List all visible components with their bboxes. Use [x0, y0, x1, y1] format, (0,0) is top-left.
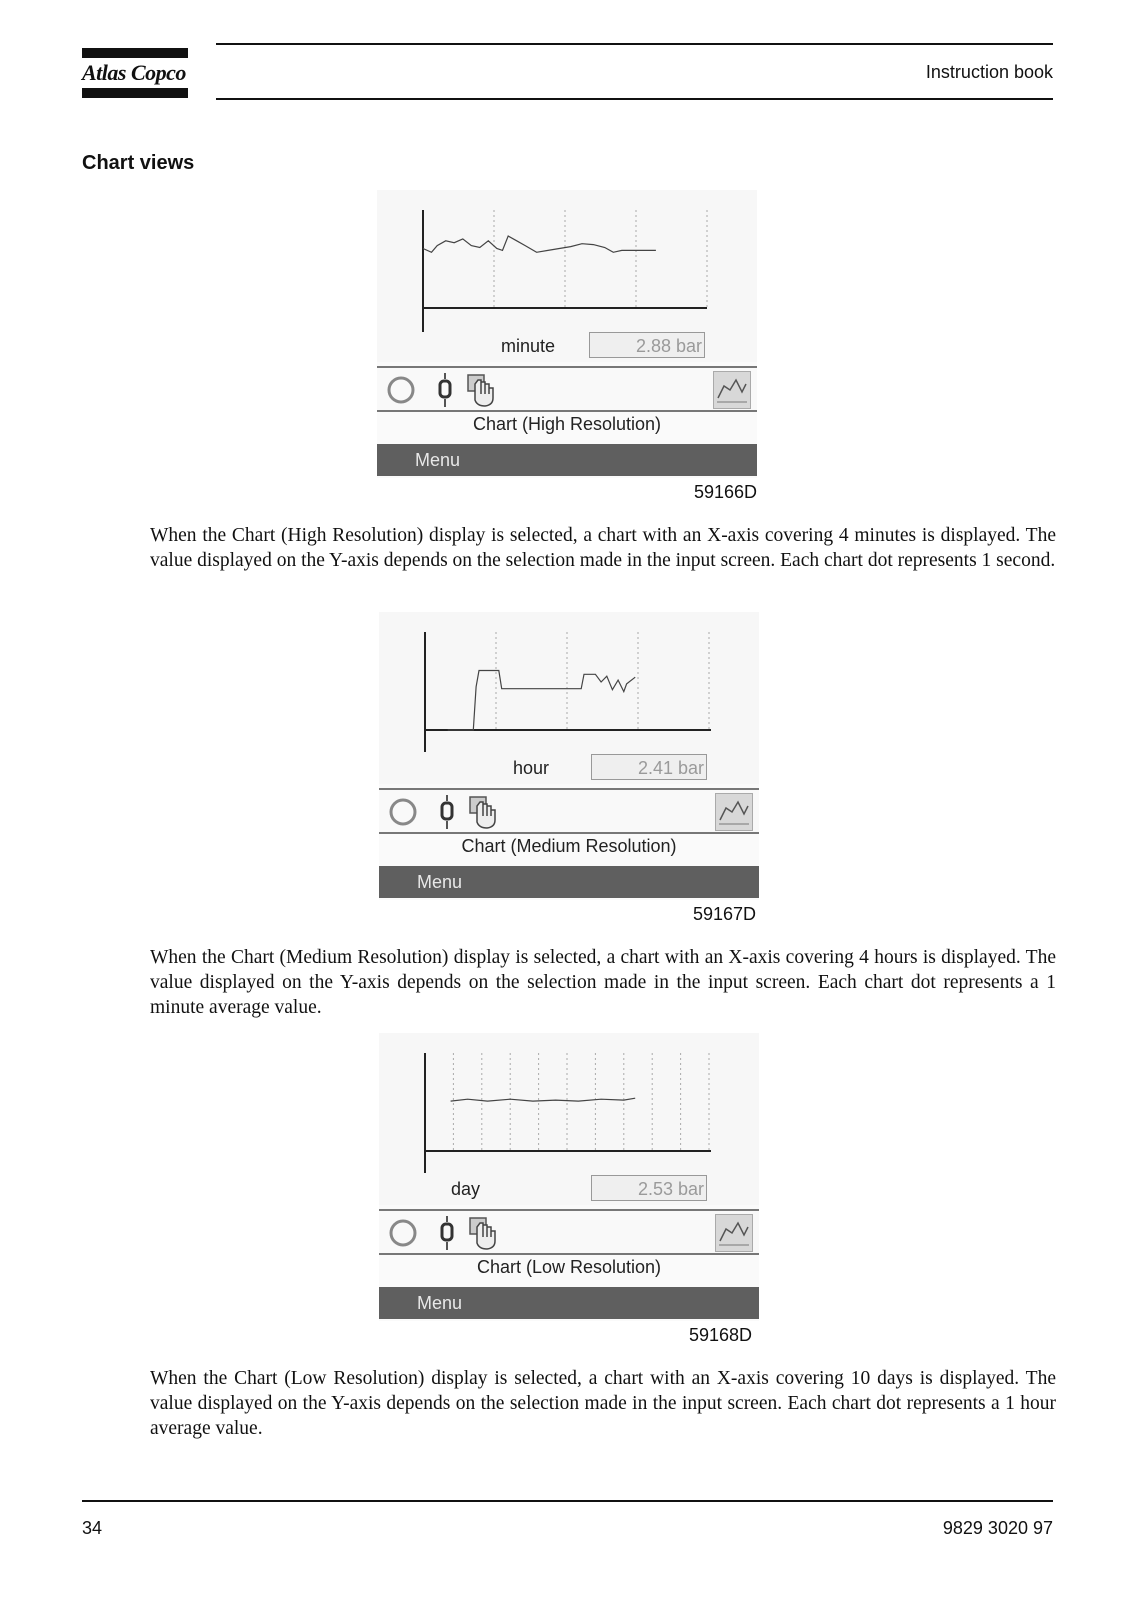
logo-bar-top — [82, 48, 188, 58]
chart-plot-area — [379, 612, 759, 784]
screen-title: Chart (Medium Resolution) — [461, 836, 677, 856]
menu-button[interactable]: Menu — [377, 444, 757, 476]
chart-view-icon[interactable] — [715, 1214, 753, 1252]
chart-view-icon[interactable] — [713, 371, 751, 409]
value-readout: 2.53 bar — [591, 1175, 707, 1201]
sensor-icon[interactable] — [435, 1215, 459, 1256]
chart-trace — [448, 671, 636, 731]
period-label: minute — [501, 336, 556, 356]
icon-bar — [377, 366, 757, 412]
paragraph-low-resolution: When the Chart (Low Resolution) display is selected, a chart with an X-axis covering 10 days is displayed. The value displayed on the Y-axis depends on the selection made in the input screen. Each chart dot represents a 1 hour average value. — [150, 1368, 1056, 1439]
circle-icon[interactable] — [387, 794, 419, 833]
company-logo: Atlas Copco — [82, 60, 186, 85]
hand-pointer-icon[interactable] — [467, 794, 499, 835]
section-title: Chart views — [82, 152, 195, 174]
paragraph-high-resolution: When the Chart (High Resolution) display is selected, a chart with an X-axis covering 4 minutes is displayed. The value displayed on the Y-axis depends on the selection made in the input screen. Each chart dot represents 1 second. — [150, 525, 1056, 571]
screen-title: Chart (High Resolution) — [472, 414, 662, 434]
chart-screen-low-resolution — [379, 1033, 759, 1321]
chart-trace — [451, 1098, 636, 1101]
chart-gridlines — [494, 210, 707, 308]
value-readout: 2.41 bar — [591, 754, 707, 780]
chart-plot-area — [379, 1033, 759, 1205]
hand-pointer-icon[interactable] — [465, 372, 497, 413]
document-title: Instruction book — [925, 62, 1053, 82]
header-rule-top — [216, 43, 1053, 45]
header-rule-bottom — [216, 98, 1053, 100]
period-label: hour — [513, 758, 550, 778]
sensor-icon[interactable] — [433, 372, 457, 413]
icon-bar — [379, 1209, 759, 1255]
chart-gridlines — [453, 1053, 709, 1151]
chart-trace — [423, 236, 656, 252]
chart-screen-high-resolution — [377, 190, 757, 478]
screen-title: Chart (Low Resolution) — [476, 1257, 662, 1277]
figure-code: 59167D — [693, 904, 757, 924]
chart-screen-medium-resolution — [379, 612, 759, 900]
hand-pointer-icon[interactable] — [467, 1215, 499, 1256]
logo-bar-bottom — [82, 88, 188, 98]
value-readout: 2.88 bar — [589, 332, 705, 358]
paragraph-medium-resolution: When the Chart (Medium Resolution) display is selected, a chart with an X-axis covering 4 hours is displayed. The value displayed on the Y-axis depends on the selection made in the input screen. Each chart dot represents a 1 minute average value. — [150, 947, 1056, 1018]
menu-button[interactable]: Menu — [379, 866, 759, 898]
circle-icon[interactable] — [387, 1215, 419, 1254]
sensor-icon[interactable] — [435, 794, 459, 835]
circle-icon[interactable] — [385, 372, 417, 411]
figure-code: 59166D — [694, 482, 758, 502]
period-label: day — [451, 1179, 481, 1199]
document-number: 9829 3020 97 — [942, 1518, 1053, 1538]
menu-button[interactable]: Menu — [379, 1287, 759, 1319]
icon-bar — [379, 788, 759, 834]
chart-view-icon[interactable] — [715, 793, 753, 831]
chart-plot-area — [377, 190, 757, 362]
footer-rule — [82, 1500, 1053, 1502]
page-number: 34 — [82, 1518, 103, 1538]
figure-code: 59168D — [689, 1325, 753, 1345]
